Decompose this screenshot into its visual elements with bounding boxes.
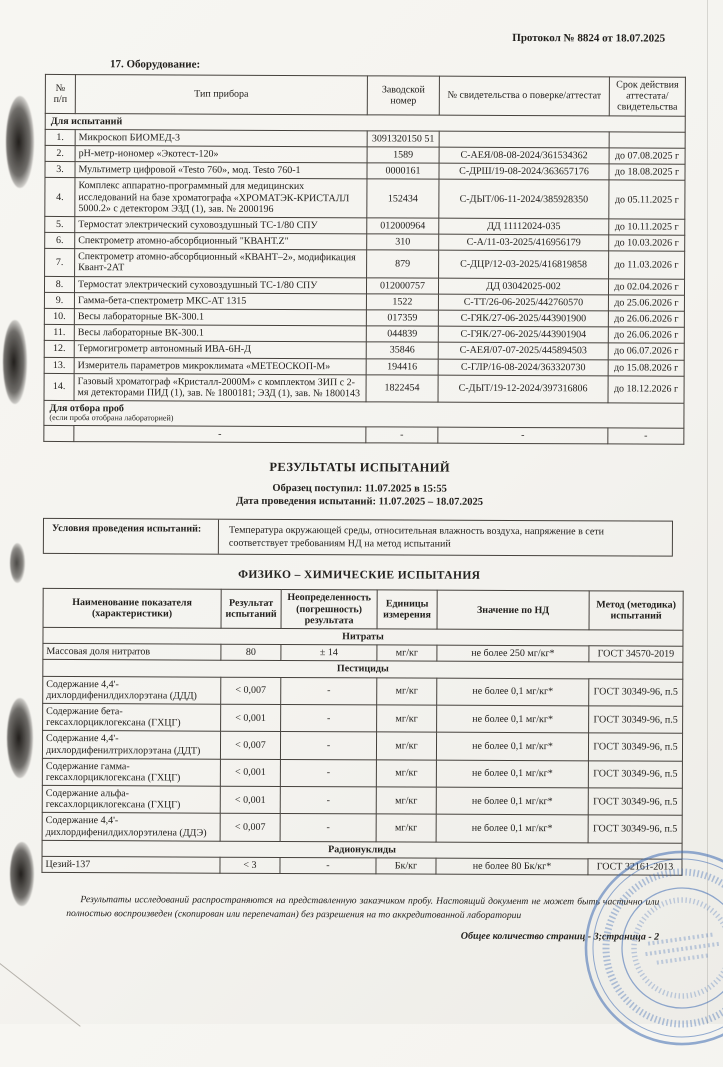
- cell-result: < 0,007: [220, 814, 280, 842]
- equipment-section-title: 17. Оборудование:: [109, 58, 201, 71]
- group-sampling-title: Для отбора проб: [49, 403, 124, 415]
- cell-validity: до 18.08.2025 г: [609, 164, 685, 181]
- cell-num: 8.: [44, 276, 74, 292]
- cell-type: Термогигрометр автономный ИВА-6Н-Д: [74, 341, 366, 358]
- cell-unit: мг/кг: [376, 814, 436, 842]
- physchem-row: [42, 786, 682, 816]
- cell-unit: мг/кг: [377, 677, 437, 705]
- cell-type: Гамма-бета-спектрометр МКС-АТ 1315: [74, 292, 366, 309]
- cell-serial: 152434: [367, 179, 439, 218]
- cell-type: Мультиметр цифровой «Testo 760», мод. Testo 760-1: [75, 162, 367, 179]
- group-label: [44, 401, 684, 429]
- cell-result: < 0,001: [220, 786, 280, 814]
- cell-method: ГОСТ 30349-96, п.5: [588, 733, 682, 761]
- cell-nd: не более 0,1 мг/кг*: [436, 815, 588, 843]
- cell-serial: 012000757: [366, 277, 438, 294]
- cell-num: 9.: [44, 292, 74, 308]
- cell-nd: не более 0,1 мг/кг*: [437, 705, 589, 733]
- cell-type: Микроскоп БИОМЕД-3: [75, 129, 367, 146]
- conditions-label: Условия проведения испытаний:: [44, 519, 219, 554]
- cell-serial: 1589: [367, 147, 439, 164]
- cell-uncertainty: ± 14: [281, 645, 377, 662]
- cell-validity: до 10.03.2026 г: [609, 235, 685, 252]
- cell-param: Цезий-137: [42, 856, 220, 873]
- col-header-method: Метод (методика) испытаний: [589, 591, 683, 630]
- cell-unit: Бк/кг: [376, 858, 436, 874]
- cell-validity: до 02.04.2026 г: [608, 279, 684, 296]
- cell-validity: до 06.07.2026 г: [608, 343, 684, 360]
- col-header-valid: Срок действия аттестата/ свидетельства: [609, 77, 685, 116]
- conditions-text: Температура окружающей среды, относительная влажность воздуха, напряжение в сети соответствует требованиям НД на метод испытаний: [228, 525, 605, 551]
- cell-validity: -: [608, 428, 684, 445]
- col-header-cert: № свидетельства о поверке/аттестат: [439, 76, 609, 115]
- cell-uncertainty: -: [281, 704, 377, 732]
- cell-validity: до 18.12.2026 г: [608, 376, 684, 404]
- cell-type: Измеритель параметров микроклимата «МЕТЕОСКОП-М»: [74, 357, 366, 374]
- page-corner-fold-line: [0, 958, 81, 1027]
- col-header-serial: Заводской номер: [367, 76, 439, 115]
- cell-serial: 35846: [366, 342, 438, 359]
- physchem-row: [42, 856, 682, 875]
- cell-method: ГОСТ 30349-96, п.5: [588, 815, 682, 843]
- cell-serial: 194416: [366, 358, 438, 375]
- cell-num: 12.: [44, 341, 74, 357]
- cell-num: 6.: [45, 232, 75, 248]
- cell-unit: мг/кг: [377, 645, 437, 661]
- equipment-row: [45, 178, 685, 219]
- section-label: Радионуклиды: [42, 840, 682, 859]
- cell-unit: мг/кг: [376, 760, 436, 788]
- cell-type: Термостат электрический суховоздушный ТС-1/80 СПУ: [75, 216, 367, 233]
- cell-type: Спектрометр атомно-абсорбционный «КВАНТ–2», модификация Квант-2АТ: [75, 249, 367, 278]
- cell-cert: С-ДЦР/12-03-2025/416819858: [439, 250, 609, 278]
- page-count-line: Общее количество страниц - 3;страница - 2: [460, 930, 660, 943]
- cell-validity: до 11.03.2026 г: [609, 251, 685, 279]
- cell-uncertainty: -: [280, 732, 376, 760]
- cell-cert: С-ГЛР/16-08-2024/363320730: [438, 359, 608, 376]
- cell-serial: 044839: [366, 326, 438, 343]
- cell-validity: до 26.06.2026 г: [608, 327, 684, 344]
- cell-cert: С-АЕЯ/08-08-2024/361534362: [439, 147, 609, 164]
- cell-nd: не более 250 мг/кг*: [437, 645, 589, 662]
- scan-edge-line: [707, 0, 708, 1024]
- cell-validity: до 26.06.2026 г: [608, 311, 684, 328]
- cell-num: 3.: [45, 162, 75, 178]
- cell-result: < 0,007: [220, 732, 280, 760]
- cell-nd: не более 0,1 мг/кг*: [437, 678, 589, 706]
- cell-param: Содержание альфа-гексахлорциклогексана (ГХЦГ): [42, 786, 220, 814]
- cell-num: 10.: [44, 308, 74, 324]
- cell-serial: 879: [367, 250, 439, 278]
- cell-param: Содержание бета-гексахлорциклогексана (ГХЦГ): [43, 703, 221, 731]
- cell-unit: мг/кг: [376, 787, 436, 815]
- protocol-number-header: Протокол № 8824 от 18.07.2025: [512, 31, 666, 45]
- cell-unit: мг/кг: [377, 705, 437, 733]
- cell-cert: С-ДРШ/19-08-2024/363657176: [439, 163, 609, 180]
- cell-cert: [439, 131, 609, 148]
- cell-method: ГОСТ 30349-96, п.5: [589, 706, 683, 734]
- cell-cert: ДД 11112024-035: [439, 218, 609, 235]
- cell-cert: С-ТТ/26-06-2025/442760570: [438, 294, 608, 311]
- cell-unit: мг/кг: [376, 732, 436, 760]
- col-header-nd: Значение по НД: [437, 591, 589, 630]
- section-label: Пестициды: [43, 660, 683, 679]
- cell-serial: 017359: [366, 310, 438, 327]
- equipment-group-sampling: [44, 401, 684, 429]
- cell-type: Термостат электрический суховоздушный ТС-1/80 СПУ: [74, 276, 366, 293]
- cell-param: Содержание гамма-гексахлорциклогексана (ГХЦГ): [42, 758, 220, 786]
- cell-result: < 3: [220, 857, 280, 873]
- cell-nd: не более 0,1 мг/кг*: [436, 787, 588, 815]
- cell-param: Массовая доля нитратов: [43, 644, 221, 661]
- cell-serial: 3091320150 51: [367, 131, 439, 148]
- cell-serial: -: [366, 427, 438, 444]
- cell-validity: до 10.11.2025 г: [609, 219, 685, 236]
- physchem-section-title: ФИЗИКО – ХИМИЧЕСКИЕ ИСПЫТАНИЯ: [238, 569, 481, 583]
- cell-validity: до 07.08.2025 г: [609, 148, 685, 165]
- physchem-row: [43, 703, 683, 733]
- cell-method: ГОСТ 30349-96, п.5: [588, 788, 682, 816]
- cell-cert: С-ГЯК/27-06-2025/443901900: [438, 310, 608, 327]
- cell-num: 7.: [45, 249, 75, 277]
- cell-cert: ДД 03042025-002: [438, 278, 608, 295]
- cell-uncertainty: -: [281, 677, 377, 705]
- cell-method: ГОСТ 30349-96, п.5: [588, 761, 682, 789]
- test-dates-line: Дата проведения испытаний: 11.07.2025 – 18.07.2025: [236, 496, 484, 509]
- cell-type: Комплекс аппаратно-программный для медицинских исследований на базе хроматографа «ХРОМАТЭК-КРИСТАЛЛ 5000.2» с детектором ЭЗД (1), зав. № 2000196: [75, 178, 367, 218]
- cell-type: -: [74, 426, 366, 443]
- cell-num: 14.: [44, 373, 74, 401]
- cell-cert: -: [438, 427, 608, 444]
- cell-uncertainty: -: [280, 787, 376, 815]
- cell-num: [44, 426, 74, 442]
- cell-type: Весы лабораторные ВК-300.1: [74, 325, 366, 342]
- cell-nd: не более 0,1 мг/кг*: [436, 732, 588, 760]
- cell-validity: [609, 132, 685, 149]
- physchem-header-row: [43, 589, 683, 630]
- cell-uncertainty: -: [280, 814, 376, 842]
- cell-nd: не более 0,1 мг/кг*: [436, 760, 588, 788]
- cell-result: 80: [221, 644, 281, 660]
- cell-cert: С-ГЯК/27-06-2025/443901904: [438, 326, 608, 343]
- cell-num: 13.: [44, 357, 74, 373]
- cell-uncertainty: -: [280, 759, 376, 787]
- cell-num: 2.: [45, 145, 75, 161]
- equipment-row: [45, 249, 685, 279]
- col-header-result: Результат испытаний: [221, 590, 281, 629]
- cell-uncertainty: -: [280, 857, 376, 874]
- cell-cert: С-ДЫТ/19-12-2024/397316806: [438, 375, 608, 403]
- cell-method: ГОСТ 30349-96, п.5: [589, 678, 683, 706]
- cell-method: ГОСТ 32161-2013: [588, 859, 682, 876]
- col-header-uncertainty: Неопределенность (погрешность) результата: [281, 590, 377, 629]
- group-sampling-note: (если проба отобрана лабораторией): [49, 413, 174, 423]
- cell-result: < 0,001: [221, 704, 281, 732]
- cell-type: Весы лабораторные ВК-300.1: [74, 309, 366, 326]
- cell-cert: С-А/11-03-2025/416956179: [439, 234, 609, 251]
- equipment-header-row: [45, 74, 685, 115]
- cell-serial: 1522: [366, 294, 438, 311]
- physchem-row: [42, 731, 682, 761]
- physchem-row: [42, 813, 682, 843]
- cell-validity: до 05.11.2025 г: [609, 180, 685, 219]
- cell-cert: С-АЕЯ/07-07-2025/445894503: [438, 343, 608, 360]
- col-header-type: Тип прибора: [75, 75, 367, 115]
- equipment-row: [44, 373, 684, 403]
- footer-disclaimer: Результаты исследований распространяются на представленную заказчиком пробу. Настоящий документ не может быть частично или полностью воспроизведен (скопирован или перепечатан) без разрешения на то аккредитованной лаборатории: [66, 894, 660, 922]
- cell-result: < 0,007: [221, 677, 281, 705]
- test-conditions-box: [43, 518, 673, 557]
- col-header-unit: Единицы измерения: [377, 590, 437, 629]
- section-label: Нитраты: [43, 627, 683, 646]
- cell-validity: до 25.06.2026 г: [608, 295, 684, 312]
- cell-type: Спектрометр атомно-абсорбционный "КВАНТ.Z": [75, 233, 367, 250]
- cell-param: Содержание 4,4'-дихлордифенилдихлорэтана (ДДД): [43, 676, 221, 704]
- physchem-table: [41, 588, 683, 876]
- cell-validity: до 15.08.2026 г: [608, 359, 684, 376]
- col-header-num: № п/п: [45, 74, 75, 113]
- cell-type: Газовый хроматограф «Кристалл-2000М» с комплектом ЗИП с 2-мя детекторами ПИД (1), зав. № 1800181; ЭЗД (1), зав. № 1800143: [74, 373, 366, 402]
- cell-serial: 1822454: [366, 375, 438, 403]
- cell-result: < 0,001: [220, 759, 280, 787]
- cell-cert: С-ДЫТ/06-11-2024/385928350: [439, 179, 609, 218]
- sample-received-line: Образец поступил: 11.07.2025 в 15:55: [272, 483, 447, 496]
- cell-serial: 0000161: [367, 163, 439, 180]
- cell-num: 1.: [45, 129, 75, 145]
- cell-num: 4.: [45, 178, 75, 217]
- cell-serial: 012000964: [367, 218, 439, 235]
- cell-num: 11.: [44, 325, 74, 341]
- cell-num: 5.: [45, 216, 75, 232]
- cell-serial: 310: [367, 234, 439, 251]
- cell-param: Содержание 4,4'-дихлордифенилдихлорэтилена (ДДЭ): [42, 813, 220, 841]
- equipment-table: [43, 74, 686, 445]
- physchem-row: [42, 758, 682, 788]
- col-header-param: Наименование показателя (характеристики): [43, 589, 221, 628]
- physchem-row: [43, 676, 683, 706]
- group-label: Для испытаний: [45, 113, 685, 132]
- cell-method: ГОСТ 34570-2019: [589, 646, 683, 663]
- results-section-title: РЕЗУЛЬТАТЫ ИСПЫТАНИЙ: [269, 460, 451, 476]
- cell-type: рН-метр-иономер «Экотест-120»: [75, 146, 367, 163]
- equipment-sampling-row: [44, 426, 684, 445]
- cell-param: Содержание 4,4'-дихлордифенилтрихлорэтана (ДДТ): [42, 731, 220, 759]
- cell-nd: не более 80 Бк/кг*: [436, 858, 588, 875]
